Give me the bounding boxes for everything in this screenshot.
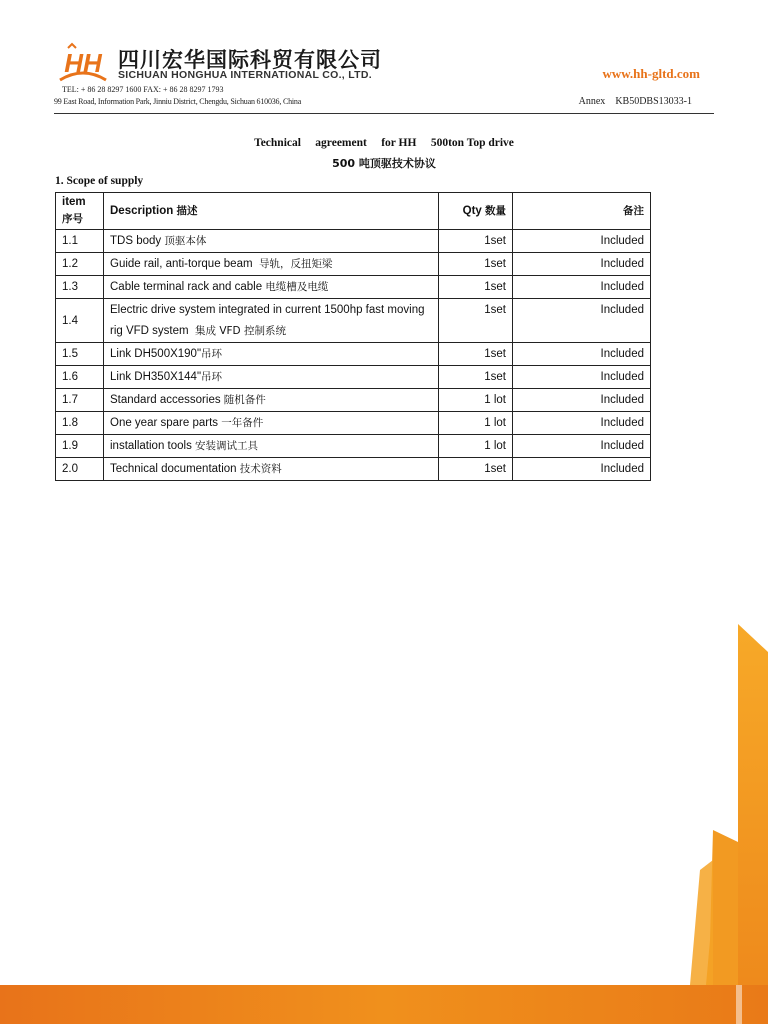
row-desc-cn: 吊环 [201, 348, 223, 360]
header-divider [54, 113, 714, 114]
row-description [104, 343, 439, 366]
row-item: 2.0 [56, 458, 104, 481]
address-line: 99 East Road, Information Park, Jinniu District, Chengdu, Sichuan 610036, China [54, 97, 302, 106]
row-desc-cn: 安装调试工具 [195, 440, 259, 452]
header-qty [439, 193, 513, 230]
row-item: 1.6 [56, 366, 104, 389]
row-remark: Included [513, 253, 651, 276]
annex-code: KB50DBS13033-1 [615, 96, 692, 107]
row-qty: 1set [439, 230, 513, 253]
row-qty: 1 lot [439, 412, 513, 435]
row-item: 1.7 [56, 389, 104, 412]
header-description [104, 193, 439, 230]
table-row [56, 343, 651, 366]
row-remark: Included [513, 366, 651, 389]
header-qty-cn: 数量 [485, 204, 506, 217]
row-desc-en: Technical documentation [110, 463, 237, 475]
row-qty: 1 lot [439, 435, 513, 458]
header-item-en: item [62, 196, 86, 208]
row-description [104, 299, 439, 343]
row-desc-en: One year spare parts [110, 417, 219, 429]
row-item: 1.4 [56, 299, 104, 343]
row-remark: Included [513, 412, 651, 435]
row-description [104, 389, 439, 412]
row-desc-en: Standard accessories [110, 394, 221, 406]
website-link[interactable]: www.hh-gltd.com [602, 66, 700, 81]
row-description [104, 366, 439, 389]
company-name-en: SICHUAN HONGHUA INTERNATIONAL CO., LTD. [118, 69, 372, 81]
row-desc-cn: 顶驱本体 [164, 235, 207, 247]
scope-of-supply-table [55, 192, 651, 481]
table-row [56, 253, 651, 276]
row-qty: 1set [439, 276, 513, 299]
row-desc-cn: 技术资料 [239, 463, 282, 475]
section-heading: 1. Scope of supply [55, 175, 144, 187]
row-remark: Included [513, 458, 651, 481]
row-description [104, 230, 439, 253]
row-item: 1.1 [56, 230, 104, 253]
annex-label: Annex [578, 96, 606, 107]
row-description [104, 253, 439, 276]
row-description [104, 412, 439, 435]
row-remark: Included [513, 343, 651, 366]
row-item: 1.5 [56, 343, 104, 366]
row-qty: 1set [439, 458, 513, 481]
row-remark: Included [513, 435, 651, 458]
row-item: 1.8 [56, 412, 104, 435]
row-qty: 1set [439, 366, 513, 389]
row-desc-en: Link DH500X190" [110, 348, 202, 360]
row-remark: Included [513, 389, 651, 412]
company-name-cn: 四川宏华国际科贸有限公司 [118, 48, 382, 72]
table-header-row [56, 193, 651, 230]
document-title-en: Technical agreement for HH 500ton Top drive [254, 137, 514, 149]
row-qty: 1set [439, 343, 513, 366]
row-desc-cn: 集成 VFD 控制系统 [194, 324, 286, 337]
row-desc-en: Cable terminal rack and cable [110, 281, 263, 293]
row-remark: Included [513, 276, 651, 299]
row-desc-cn: 导轨，反扭矩梁 [258, 258, 333, 270]
row-desc-cn: 一年备件 [221, 417, 264, 429]
row-item: 1.9 [56, 435, 104, 458]
table-row [56, 412, 651, 435]
table-row [56, 389, 651, 412]
table-row [56, 230, 651, 253]
row-qty: 1set [439, 253, 513, 276]
row-desc-cn: 吊环 [201, 371, 223, 383]
header-qty-en: Qty [462, 204, 482, 217]
header-desc-en: Description [110, 204, 174, 217]
header-remark [513, 193, 651, 230]
table-row [56, 458, 651, 481]
contact-line: TEL: + 86 28 8297 1600 FAX: + 86 28 8297 1793 [62, 85, 224, 94]
logo-letters: HH [64, 48, 102, 78]
row-remark: Included [513, 230, 651, 253]
header-remark-cn: 备注 [623, 204, 644, 217]
header-item-cn: 序号 [62, 213, 83, 225]
row-desc-en: Guide rail, anti-torque beam [110, 258, 253, 270]
row-qty: 1 lot [439, 389, 513, 412]
row-description [104, 435, 439, 458]
document-title-cn: 500 吨顶驱技术协议 [332, 157, 436, 170]
table-row [56, 299, 651, 343]
row-item: 1.2 [56, 253, 104, 276]
table-row [56, 276, 651, 299]
row-desc-en: Electric drive system integrated in current 1500hp fast moving rig VFD system [110, 303, 425, 337]
table-row [56, 366, 651, 389]
row-description [104, 276, 439, 299]
company-logo [54, 42, 112, 84]
row-qty: 1set [439, 299, 513, 343]
row-description [104, 458, 439, 481]
row-remark: Included [513, 299, 651, 343]
table-row [56, 435, 651, 458]
row-item: 1.3 [56, 276, 104, 299]
header-item [56, 193, 104, 230]
header-desc-cn: 描述 [176, 204, 198, 217]
row-desc-cn: 电缆槽及电缆 [265, 281, 329, 293]
row-desc-cn: 随机备件 [223, 394, 266, 406]
annex-reference [579, 96, 692, 107]
row-desc-en: Link DH350X144" [110, 371, 202, 383]
row-desc-en: installation tools [110, 440, 192, 452]
row-desc-en: TDS body [110, 235, 162, 247]
